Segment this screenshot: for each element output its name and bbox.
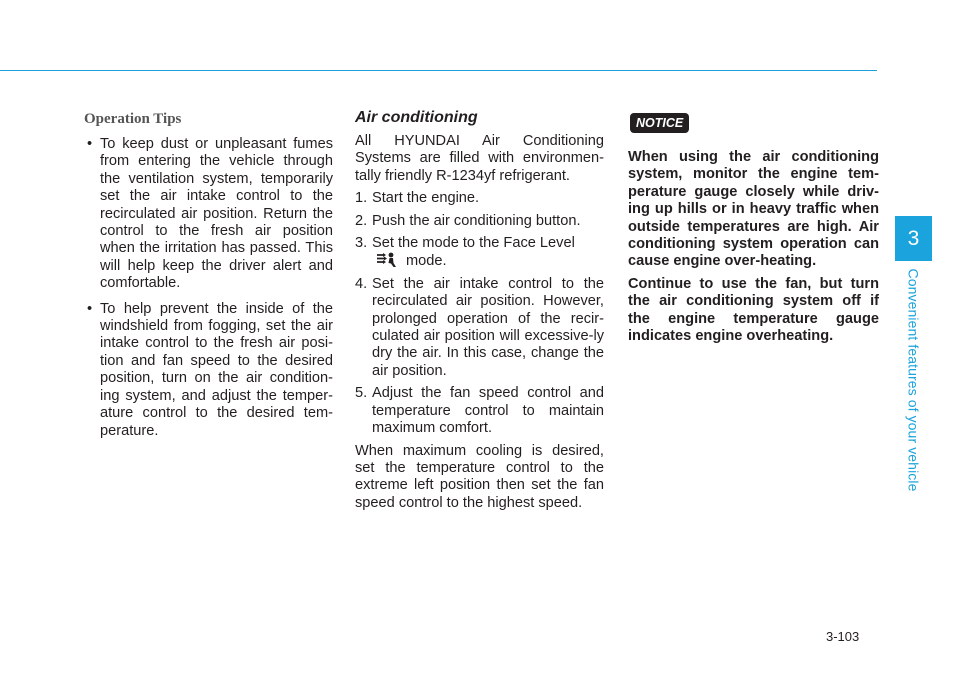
chapter-title-container [891, 268, 936, 492]
step-number: 4. [355, 275, 368, 292]
step-number: 5. [355, 385, 368, 402]
notice-badge: NOTICE [630, 113, 689, 133]
list-item [355, 235, 604, 271]
step-text: Adjust the fan speed control and temperature control to maintain maximum comfort. [372, 385, 604, 437]
ac-closing: When maximum cooling is desired, set the temperature control to the extreme left position then set the fan speed control to the highest speed. [355, 442, 604, 511]
notice-paragraph: Continue to use the fan, but turn the air conditioning system off if the engine temperature gauge indicates engine overheating. [628, 275, 879, 345]
step-text: Set the air intake control to the recirculated air position. However, prolonged operation of the recir-culated air position will excessive-ly dry the air. In this case, change the air position. [372, 275, 604, 379]
operation-tips-list [84, 136, 333, 440]
chapter-tab [895, 216, 932, 261]
step-text: mode. [406, 253, 447, 270]
column-notice [628, 108, 879, 350]
list-item [355, 276, 604, 380]
step-number: 2. [355, 212, 368, 229]
list-item: • To keep dust or unpleasant fumes from entering the vehicle through the ventilation system, temporarily set the air intake control to the recirculated air position. Return the control to the fresh air position when the irritation has passed. This will help keep the driver alert and comfortable. [84, 136, 333, 293]
column-air-conditioning [355, 108, 604, 517]
list-item [355, 190, 604, 207]
notice-paragraph: When using the air conditioning system, monitor the engine tem-perature gauge closely while driv-ing up hills or in heavy traffic when outside temperatures are high. Air conditioning system operation can cause engine over-heating. [628, 149, 879, 270]
step-text: Start the engine. [372, 190, 480, 207]
step-number: 3. [355, 235, 368, 252]
column-operation-tips [84, 108, 333, 448]
notice-text [628, 149, 879, 345]
air-conditioning-heading: Air conditioning [355, 109, 478, 126]
header-rule [0, 70, 877, 71]
list-item [355, 385, 604, 437]
chapter-number: 3 [907, 226, 920, 250]
page-number: 3-103 [826, 629, 860, 644]
list-item [355, 213, 604, 230]
operation-tips-heading: Operation Tips [84, 111, 182, 127]
step-number: 1. [355, 190, 368, 207]
list-item: • To help prevent the inside of the windshield from fogging, set the air intake control to the fresh air posi-tion and fan speed to the desired position, turn on the air condition-ing system, and adjust the temper-ature control to the desired tem-perature. [84, 301, 333, 440]
ac-steps [355, 190, 604, 437]
ac-intro: All HYUNDAI Air Conditioning Systems are filled with environmen-tally friendly R-1234yf refrigerant. [355, 133, 604, 184]
step-text: Set the mode to the Face Level [372, 235, 575, 252]
step-text: Push the air conditioning button. [372, 212, 581, 229]
face-level-mode-icon [376, 252, 398, 268]
chapter-title: Convenient features of your vehicle [905, 268, 922, 492]
